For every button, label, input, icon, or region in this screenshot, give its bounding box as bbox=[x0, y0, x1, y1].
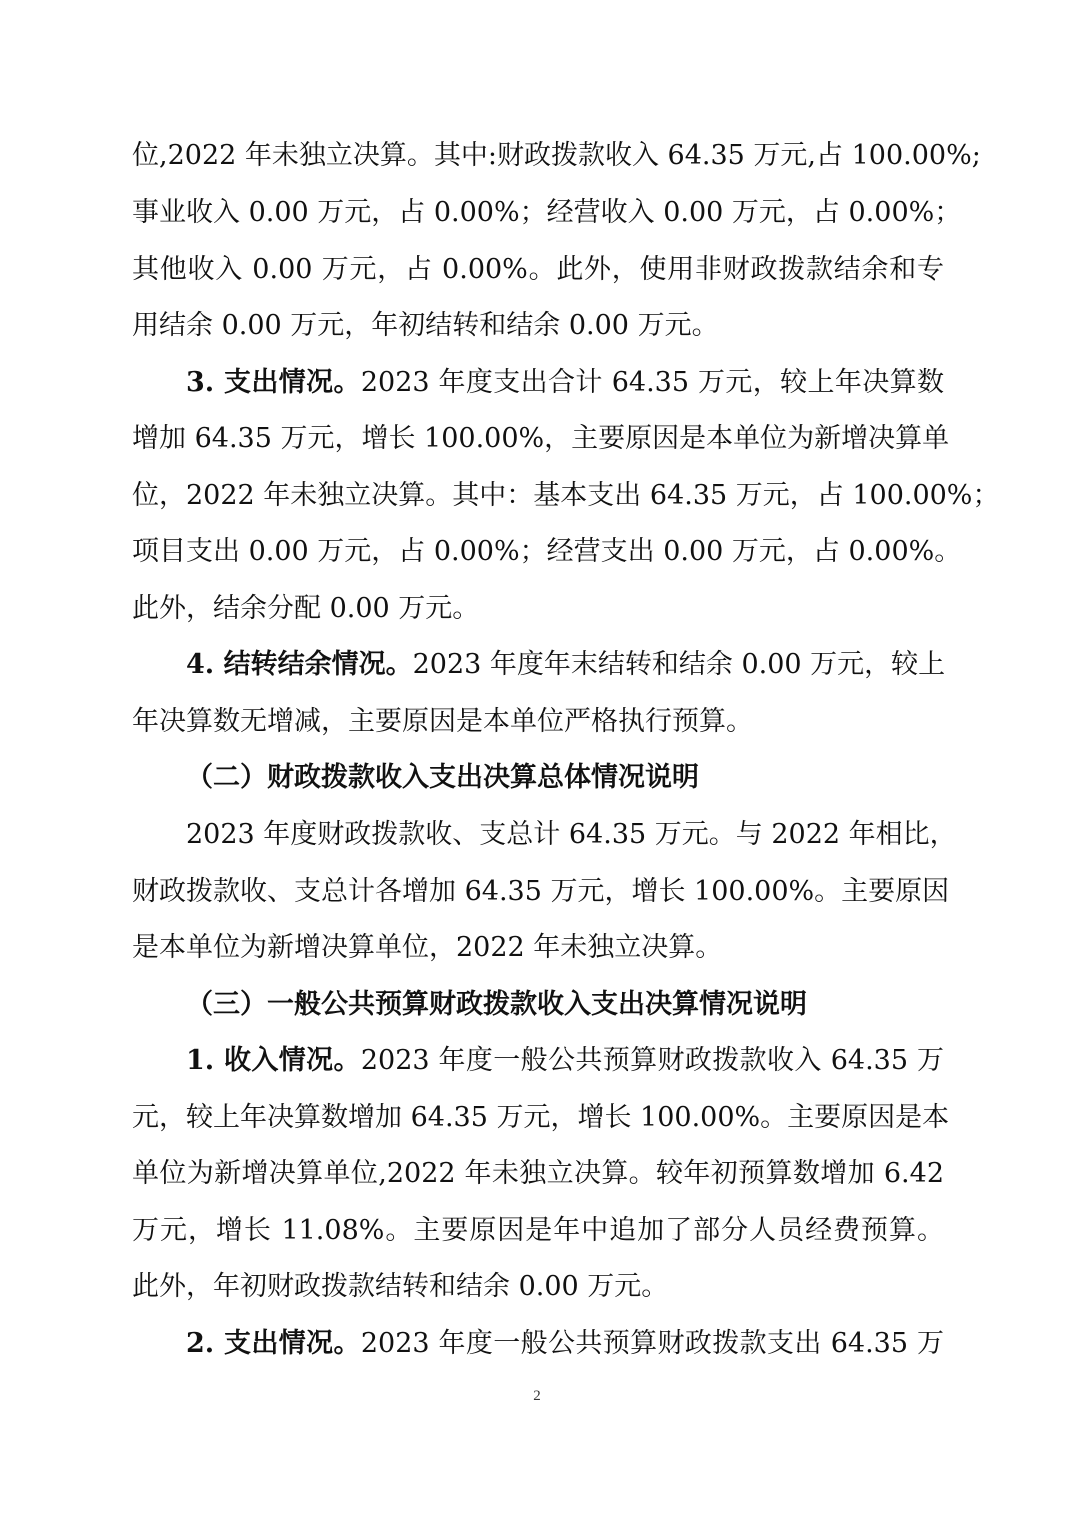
paragraph-lead: 2. 支出情况。 bbox=[186, 1328, 361, 1359]
body-line: 此外，结余分配 0.00 万元。 bbox=[132, 593, 480, 624]
page-number: 2 bbox=[533, 1388, 541, 1404]
body-line: 元，较上年决算数增加 64.35 万元，增长 100.00%。主要原因是本 bbox=[132, 1102, 950, 1133]
body-line: 用结余 0.00 万元，年初结转和结余 0.00 万元。 bbox=[132, 310, 719, 341]
paragraph-text: 2023 年度一般公共预算财政拨款收入 64.35 万 bbox=[360, 1045, 944, 1076]
paragraph-text: 2023 年度支出合计 64.35 万元，较上年决算数 bbox=[360, 367, 944, 398]
body-line: 事业收入 0.00 万元，占 0.00%；经营收入 0.00 万元，占 0.00%； bbox=[132, 197, 962, 228]
body-line: 位，2022 年未独立决算。其中：基本支出 64.35 万元，占 100.00%； bbox=[132, 480, 1000, 511]
paragraph-text: 2023 年度一般公共预算财政拨款支出 64.35 万 bbox=[360, 1328, 944, 1359]
body-line: 财政拨款收、支总计各增加 64.35 万元，增长 100.00%。主要原因 bbox=[132, 876, 950, 907]
numbered-paragraph-expenditure bbox=[186, 363, 944, 403]
body-line: 位,2022 年未独立决算。其中:财政拨款收入 64.35 万元,占 100.00%; bbox=[132, 140, 981, 171]
section-heading-3: （三）一般公共预算财政拨款收入支出决算情况说明 bbox=[186, 989, 807, 1020]
body-line: 2023 年度财政拨款收、支总计 64.35 万元。与 2022 年相比， bbox=[186, 819, 957, 850]
body-line: 此外，年初财政拨款结转和结余 0.00 万元。 bbox=[132, 1271, 669, 1302]
paragraph-lead: 1. 收入情况。 bbox=[186, 1045, 361, 1076]
body-line: 万元，增长 11.08%。主要原因是年中追加了部分人员经费预算。 bbox=[132, 1215, 944, 1246]
section-heading-2: （二）财政拨款收入支出决算总体情况说明 bbox=[186, 762, 699, 793]
paragraph-lead: 3. 支出情况。 bbox=[186, 367, 361, 398]
body-line: 其他收入 0.00 万元，占 0.00%。此外，使用非财政拨款结余和专 bbox=[132, 254, 944, 285]
body-line: 单位为新增决算单位,2022 年未独立决算。较年初预算数增加 6.42 bbox=[132, 1158, 944, 1189]
numbered-paragraph-carryover bbox=[186, 645, 944, 685]
paragraph-text: 2023 年度年末结转和结余 0.00 万元，较上 bbox=[412, 649, 946, 680]
body-line: 是本单位为新增决算单位，2022 年未独立决算。 bbox=[132, 932, 723, 963]
body-line: 年决算数无增减，主要原因是本单位严格执行预算。 bbox=[132, 706, 753, 737]
numbered-paragraph-income bbox=[186, 1041, 944, 1081]
paragraph-lead: 4. 结转结余情况。 bbox=[186, 649, 413, 680]
body-line: 增加 64.35 万元，增长 100.00%，主要原因是本单位为新增决算单 bbox=[132, 423, 950, 454]
body-line: 项目支出 0.00 万元，占 0.00%；经营支出 0.00 万元，占 0.00%。 bbox=[132, 536, 962, 567]
numbered-paragraph-general-expenditure bbox=[186, 1324, 944, 1364]
